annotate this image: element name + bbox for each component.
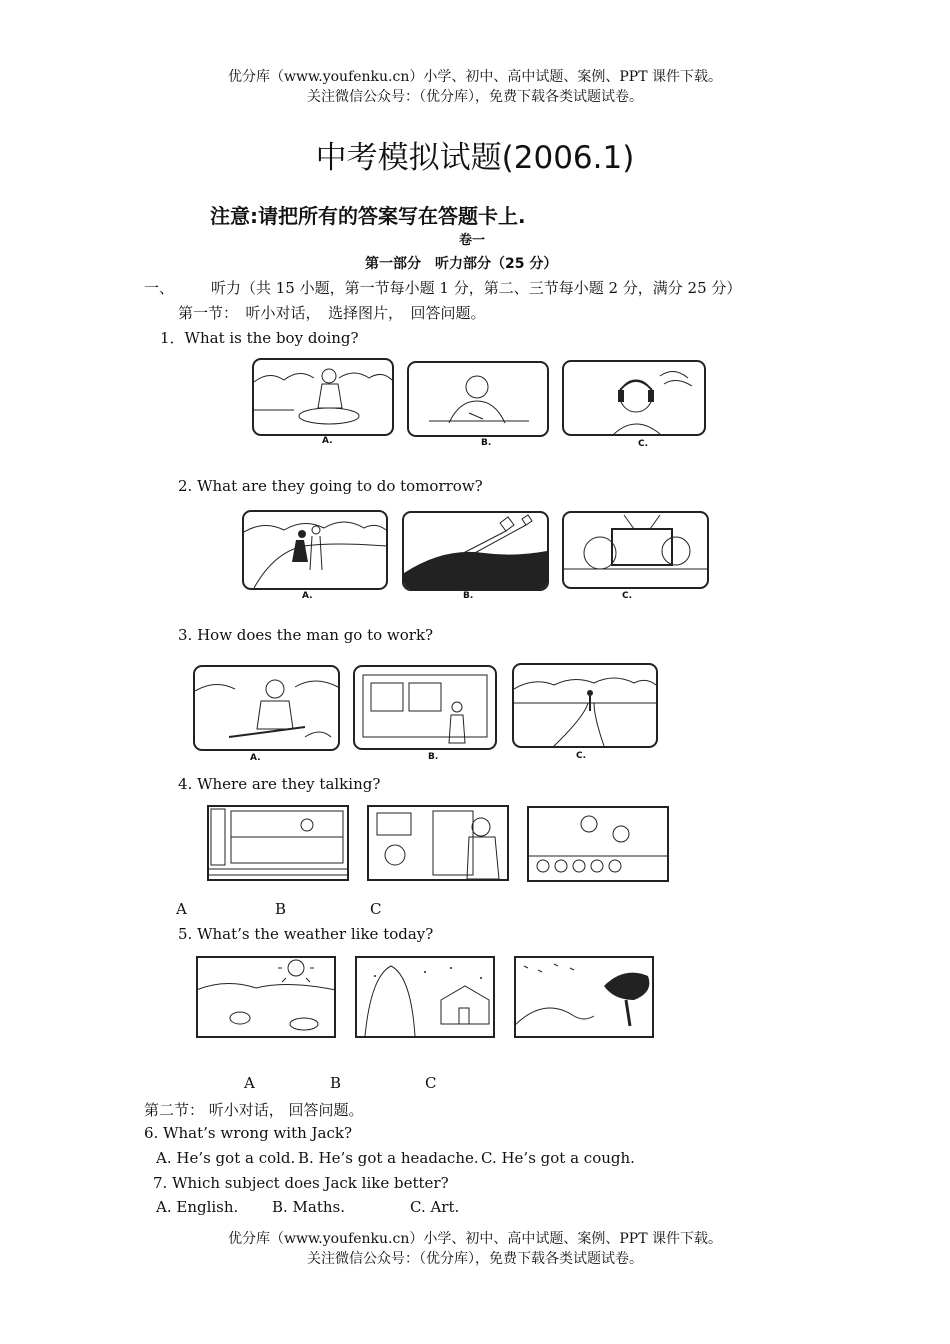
question-6: 6. What’s wrong with Jack? [144,1124,353,1142]
q2-picture-c[interactable] [562,511,709,589]
windy-weather-illustration [514,956,654,1038]
question-3: 3. How does the man go to work? [178,626,434,644]
q2-picture-b[interactable] [402,511,549,591]
q4-label-c: C [370,900,382,918]
q7-option-c[interactable]: C. Art. [410,1198,460,1216]
couple-walking-illustration [244,512,386,588]
home-living-room-illustration [369,807,507,879]
q7-option-a[interactable]: A. English. [156,1198,239,1216]
question-4: 4. Where are they talking? [178,775,381,793]
bus-illustration [355,667,495,748]
boy-listening-music-illustration [564,362,704,434]
q6-option-a[interactable]: A. He’s got a cold. [156,1149,296,1167]
question-7: 7. Which subject does Jack like better? [153,1174,449,1192]
footer-line-1: 优分库（www.youfenku.cn）小学、初中、高中试题、案例、PPT 课件下载。 [227,1231,722,1247]
q5-label-a: A [244,1074,255,1092]
section-desc: 听力（共 15 小题，第一节每小题 1 分，第二、三节每小题 2 分，满分 25 分） [211,279,742,297]
q3-label-c: C. [576,751,587,761]
subsection-one: 第一节： 听小对话， 选择图片， 回答问题。 [178,304,486,322]
q4-picture-b[interactable] [367,805,509,881]
subsection-two: 第二节： 听小对话， 回答问题。 [144,1101,364,1119]
q5-picture-b[interactable] [355,956,495,1038]
q4-label-b: B [275,900,287,918]
man-walking-road-illustration [514,665,656,746]
footer-line-2: 关注微信公众号：（优分库），免费下载各类试题试卷。 [307,1251,643,1267]
notice: 注意:请把所有的答案写在答题卡上. [210,204,526,228]
q3-picture-c[interactable] [512,663,658,748]
q4-picture-a[interactable] [207,805,349,881]
market-stall-illustration [529,808,667,880]
q4-picture-c[interactable] [527,806,669,882]
q1-label-c: C. [638,439,649,449]
question-1: 1．What is the boy doing? [160,329,359,347]
q2-label-c: C. [622,591,633,601]
q5-label-b: B [330,1074,342,1092]
man-riding-bike-illustration [195,667,338,749]
header-line-1: 优分库（www.youfenku.cn）小学、初中、高中试题、案例、PPT 课件下载。 [227,69,722,85]
q3-picture-b[interactable] [353,665,497,750]
q5-picture-c[interactable] [514,956,654,1038]
volume-label: 卷一 [459,233,486,248]
q1-picture-a[interactable] [252,358,394,436]
q2-label-a: A. [302,591,313,601]
watching-tv-illustration [564,513,707,587]
exam-title: 中考模拟试题(2006.1) [315,140,635,176]
q6-option-b[interactable]: B. He’s got a headache. [298,1149,479,1167]
snowy-weather-illustration [355,956,495,1038]
q1-label-b: B. [481,438,492,448]
boy-writing-illustration [409,363,547,435]
q2-label-b: B. [463,591,474,601]
boy-washing-illustration [254,360,392,434]
q3-label-b: B. [428,752,439,762]
q5-picture-a[interactable] [196,956,336,1038]
part-one-heading: 第一部分 听力部分（25 分） [365,256,558,272]
q2-picture-a[interactable] [242,510,388,590]
restaurant-illustration [209,807,347,879]
q1-label-a: A. [322,436,333,446]
q3-picture-a[interactable] [193,665,340,751]
q6-option-c[interactable]: C. He’s got a cough. [481,1149,635,1167]
q4-label-a: A [176,900,187,918]
q3-label-a: A. [250,753,261,763]
header-line-2: 关注微信公众号：（优分库），免费下载各类试题试卷。 [307,89,643,105]
q7-option-b[interactable]: B. Maths. [272,1198,346,1216]
section-number: 一、 [144,279,175,297]
q1-picture-b[interactable] [407,361,549,437]
question-5: 5. What’s the weather like today? [178,925,434,943]
q1-picture-c[interactable] [562,360,706,436]
q5-label-c: C [425,1074,437,1092]
kids-flying-kites-illustration [404,513,547,589]
question-2: 2. What are they going to do tomorrow? [178,477,483,495]
sunny-weather-illustration [196,956,336,1038]
